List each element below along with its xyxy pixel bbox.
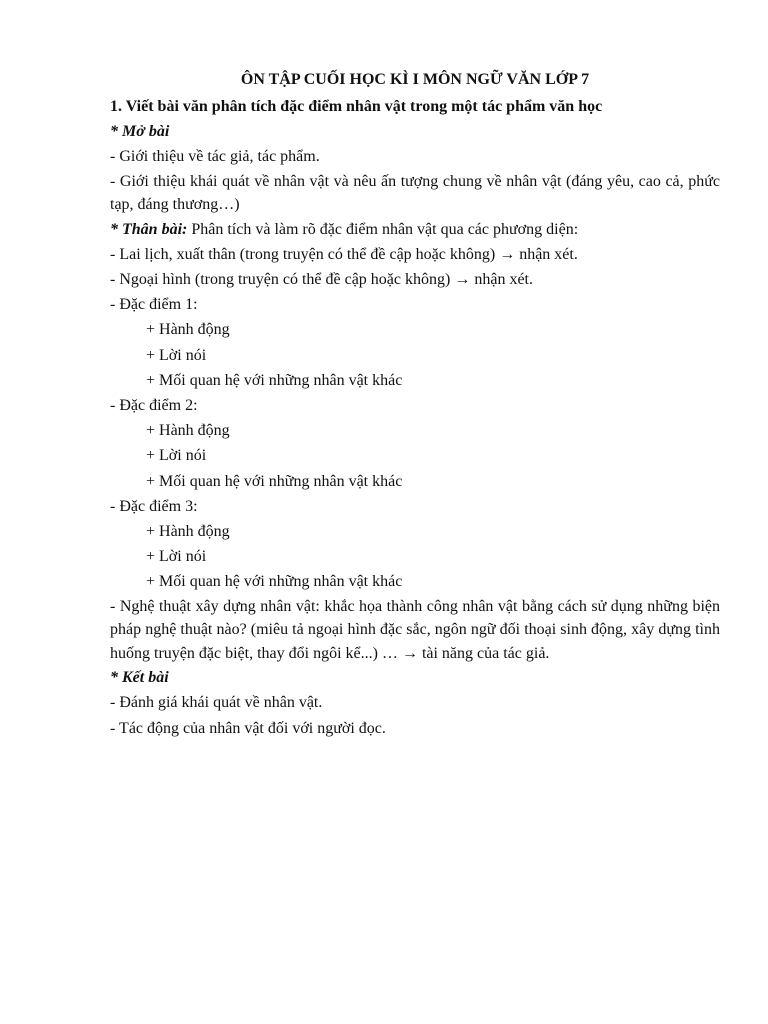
- than-bai-item: - Ngoại hình (trong truyện có thể đề cập hoặc không) → nhận xét.: [110, 271, 533, 289]
- feature-sub-item: + Hành động: [146, 321, 230, 339]
- than-bai-item: - Lai lịch, xuất thân (trong truyện có thể đề cập hoặc không) → nhận xét.: [110, 245, 578, 263]
- document-page: [110, 68, 720, 741]
- mo-bai-item: - Giới thiệu về tác giả, tác phẩm.: [110, 148, 320, 166]
- ket-bai-item: - Đánh giá khái quát về nhân vật.: [110, 694, 323, 712]
- feature-label: - Đặc điểm 3:: [110, 497, 198, 515]
- art-paragraph: - Nghệ thuật xây dựng nhân vật: khắc họa thành công nhân vật bằng cách sử dụng những biện pháp nghệ thuật nào? (miêu tả ngoại hình đặc sắc, ngôn ngữ đối thoại sinh động, xây dựng tình huống truyện đặc biệt, thay đổi ngôi kể...) … → tài năng của tác giả.: [110, 597, 720, 662]
- feature-sub-item: + Hành động: [146, 523, 230, 541]
- feature-sub-item: + Lời nói: [146, 548, 207, 566]
- feature-sub-item: + Lời nói: [146, 447, 207, 465]
- feature-label: - Đặc điểm 2:: [110, 397, 198, 415]
- feature-sub-item: + Lời nói: [146, 346, 207, 364]
- feature-sub-item: + Mối quan hệ với những nhân vật khác: [146, 472, 403, 490]
- ket-bai-label: * Kết bài: [110, 669, 169, 687]
- ket-bai-item: - Tác động của nhân vật đối với người đọc.: [110, 719, 386, 737]
- section-heading: 1. Viết bài văn phân tích đặc điểm nhân vật trong một tác phẩm văn học: [110, 98, 603, 115]
- document-title: ÔN TẬP CUỐI HỌC KÌ I MÔN NGỮ VĂN LỚP 7: [240, 71, 590, 88]
- than-bai-label: * Thân bài:: [110, 220, 188, 238]
- feature-label: - Đặc điểm 1:: [110, 296, 198, 314]
- than-bai-paragraph: [110, 217, 720, 242]
- feature-sub-item: + Hành động: [146, 422, 230, 440]
- feature-sub-item: + Mối quan hệ với những nhân vật khác: [146, 573, 403, 591]
- mo-bai-item: - Giới thiệu khái quát về nhân vật và nêu ấn tượng chung về nhân vật (đáng yêu, cao cả, phức tạp, đáng thương…): [110, 172, 720, 214]
- mo-bai-label: * Mở bài: [110, 123, 170, 141]
- feature-sub-item: + Mối quan hệ với những nhân vật khác: [146, 371, 403, 389]
- than-bai-intro: Phân tích và làm rõ đặc điểm nhân vật qua các phương diện:: [187, 220, 579, 238]
